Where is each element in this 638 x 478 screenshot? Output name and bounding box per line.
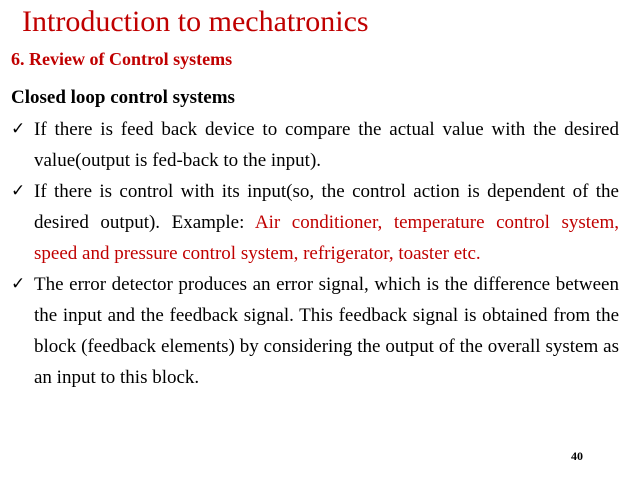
checkmark-icon: ✓: [11, 181, 26, 201]
bullet-text: The error detector produces an error signal, which is the difference between the input and the feedback signal. This feedback signal is obtained from the block (feedback elements) by considering the output of the overall system as an input to this block.: [34, 274, 619, 388]
bullet-item-3: [11, 269, 619, 393]
section-title: 6. Review of Control systems: [11, 49, 233, 69]
bullet-item-1: [11, 114, 619, 176]
bullet-list: [11, 114, 619, 393]
checkmark-icon: ✓: [11, 119, 26, 139]
slide-title: Introduction to mechatronics: [22, 5, 369, 38]
page-number: 40: [571, 449, 583, 463]
bullet-item-2: [11, 176, 619, 269]
bullet-text: If there is control with its input(so, the control action is dependent of the desired output). Example:: [34, 181, 619, 233]
examples-text: Air conditioner, temperature control system, speed and pressure control system, refrigerator, toaster etc.: [34, 212, 620, 264]
subheading: Closed loop control systems: [11, 87, 235, 108]
bullet-text: If there is feed back device to compare the actual value with the desired value(output is fed-back to the input).: [34, 119, 619, 171]
checkmark-icon: ✓: [11, 274, 26, 294]
